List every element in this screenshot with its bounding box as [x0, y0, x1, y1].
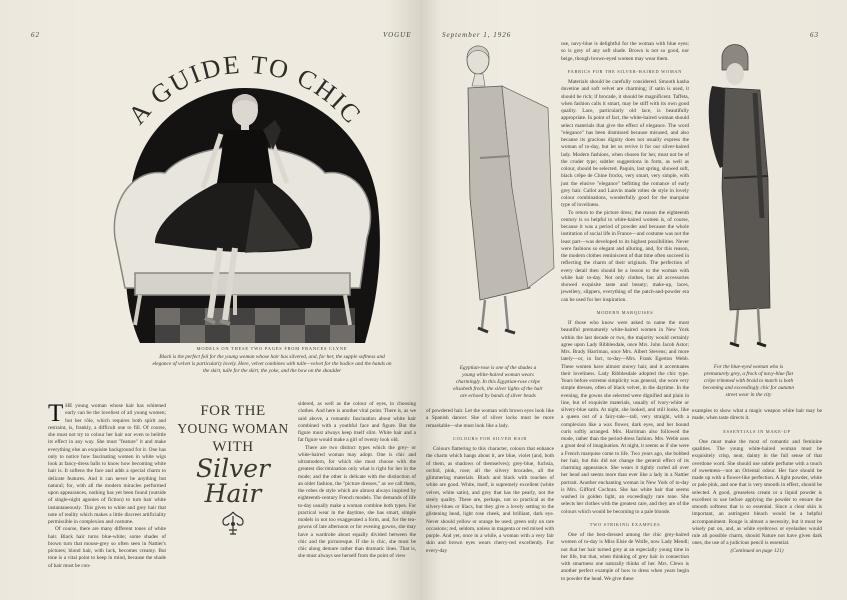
paragraph: If those who know were asked to name the most beautiful prematurely white-haired women in New York within the last decade or two, the majority would certainly agree upon Lady Ribblesdale, once Mrs. John Jacob Astor; Mrs. Brady Harriman, once Mrs. Albert Stevens; and more lately—or, in fact, to-day—Mrs. Frank Egerton Webb. These women have almost snowy hair, and it accentuates their loveliness. Lady Ribblesdale adopted the chic type. Years before extreme simplicity was general, she wore very simple dresses, often of black velvet, in the daytime. In the evening, the gowns she selected were dignified and plain in line, but of exquisite materials, usually of ivory-white or silvery-blue satin. At night, she looked, and still looks, like a queen out of a fairy-tale—tall, very straight, with a complexion like a wax flower, dark eyes, and her bound curls softly arranged. Mrs. Harriman also followed the mode, rather than the period-dress fashion. Mrs. Webb uses a great deal of imagination. At night, it seems as if she were a French marquise come to life. Two years ago, she bobbed her hair, but this did not change the general effect of its charming appearance. She wears it tightly curled all over her head and seems more than ever like a lady in a Nattier portrait. Another enchanting woman in New York of to-day is Mrs. Gifford Cochran. She has white hair that seems washed in golden light, an exceedingly rare tone. She selects her clothes with the greatest care, and they are of the colours which would be becoming to a pale blonde. [561, 320, 689, 515]
paragraph: One must make the most of romantic and feminine qualities. The young white-haired woman must be exquisitely crisp, neat, dainty in the full sense of that overdone word. She should use subtle perfume with a touch of sweetness—not an Oriental odour. Her face should be made up with a flower-like perfection. A light powder, white or pale pink, and one that is very smooth in effect, should be selected. A good, greaseless cream or a liquid powder is excellent to use before applying the powder to ensure the smooth softness that is so essential. Since a clear skin is important, an astringent bleach would be a helpful accompaniment. Rouge is almost a necessity, but it must be wisely put on, and, as white eyebrows or eyelashes would rule all possible charm, should Nature not have given dark ones, the use of a judicious pencil is essential. [692, 438, 822, 547]
checkered-floor [155, 308, 355, 343]
title-line: YOUNG WOMAN [177, 421, 289, 436]
paragraph: One of the best-dressed among the chic grey-haired women of to-day is Miss Elsie de Wolfe, now Lady Mendl; not that her hair turned grey at an especially young time in her life, but that, when thinking of grey hair in connection with smartness one naturally thinks of her. Mrs. Clews is another perfect example of how to dress when years begin to powder the head. We give these [561, 532, 689, 582]
paragraph: use, navy-blue is delightful for the woman with blue eyes; so is grey of any soft shade. Brown is not so good, nor beige, though brown-eyed women may wear them. [561, 41, 689, 62]
paragraph: To return to the picture dress; the reason the eighteenth century is so helpful to white-haired women is, of course, because it was a period of powder and because the whole institution of social life in France—and costume was not the least part—was developed to its highest possibilities. Never were fashions so elegant and alluring, and, for this reason, the modern clothes reminiscent of that time often succeed in reflecting the charm of their originals. The perfection of every detail then should be a lesson to the woman with white hair to-day. Not only clothes, but all accessories showed exquisite taste and beauty; make-up, laces, jewellery, slippers, everything of the patch-and-powder era can be used for her inspiration. [561, 209, 689, 303]
fleur-ornament-icon [219, 510, 247, 536]
paragraph: HE young woman whose hair has whitened early can be the loveliest of all young women; but her rôle, which requires both spirit and restraint, is, frankly, a difficult one to fill. Of course, she must not try to colour her hair nor even to belittle its effect in any way. She must "feature" it and make everything else an exquisite background for it. One has only to notice how fascinating women in white wigs look at fancy-dress balls to know how becoming white hair is. It softens the face and adds a special charm to delicate features. And it can never be anything but natural; for, with all the modern miracles performed upon appearances, nothing has yet been found (outside of single-night agonies of fiction) to turn hair white instantaneously. This gives to white and grey hair that note of reality which makes a little discreet artificiality permissible in complexion and costume. [48, 403, 166, 525]
left-page [0, 0, 420, 600]
main-illustration [95, 38, 395, 343]
drop-cap: T [48, 400, 64, 427]
magazine-name: VOGUE [383, 31, 412, 39]
paragraph: Of course, there are many different tones of white hair. Black hair turns blue-white; some shades of brown turn that mouse-grey so often seen in Nattier's pictures; blond hair, with luck, becomes creamy. But tone is a vital point to keep in mind, because the shade of hair must be con- [48, 526, 166, 569]
paragraph: Colours flattering to this character, colours that enhance the charm which hangs about it, are blue, violet (and, both of them, as shadows of themselves); grey-blue, fuchsia, orchid, pink, rose; all the silvery brocades, all the glimmering materials. Black and black with touches of white are good. White, itself, is supremely excellent (white velvet, white satin), and grey that has the pearly, not the steely quality. These are, perhaps, not so practical as the silvery-blues or lilacs, but they give a lovely setting to the glistening head, light rose cheek, and brilliant, dark eye. Never should yellow or orange be used; green only on rare occasions; red, seldom, unless in magenta or red mixed with purple. And yet, once in a while, a woman with a very fair skin and brown eyes wears cherry-red excellently. For every-day [426, 446, 554, 554]
paragraph: sidered, as well as the colour of eyes, in choosing clothes. And here is another vital point. There is, as we said above, a romantic fascination about white hair combined with a youthful face and figure. But the figure must always keep itself slim. White hair and a fat figure would make a girl of twenty look old. [298, 401, 416, 444]
page-number-right: 63 [810, 31, 819, 39]
paragraph: of powdered hair. Let the woman with brown eyes look like a Spanish dancer. She of silver locks must be more remarkable—she must look like a lady. [426, 408, 554, 429]
title-line: FOR THE [200, 403, 266, 419]
navy-blue-caption: For the blue-eyed woman who is prematurely grey, a frock of navy-blue flat crêpe trimmed with braid to match is both becoming and exceedingly chic for autumn street wear in the city [702, 364, 795, 398]
section-heading: TWO STRIKING EXAMPLES [589, 521, 661, 527]
issue-date: September 1, 1926 [442, 31, 512, 39]
title-line: WITH [212, 439, 254, 455]
guide-title-arc: A GUIDE TO CHIC [122, 49, 368, 130]
navy-blue-frock-illustration [700, 38, 800, 358]
title-script-silver: Silver [196, 454, 270, 483]
continued-note[interactable]: (Continued on page 121) [730, 547, 784, 554]
section-heading: COLOURS FOR SILVER HAIR [452, 435, 528, 441]
section-heading: ESSENTIALS IN MAKE-UP [723, 428, 791, 434]
paragraph: There are two distinct types which the grey- or white-haired woman may adopt. One is chic and ultramodern, for which she must choose with the greatest discrimination only what is right for her in the mode; and the other is delicate with the distinction of an older fashion, the "picture dresses," as we call them, the robes de style which are almost always inspired by eighteenth-century French models. The demands of life to-day usually make a woman combine both types. For practical wear in the daytime, she has smart, simple models in not too exaggerated a form, and, for the tea-gowns of late afternoon or for evening gowns, she may have a wardrobe about equally divided between the chic and the picturesque. If she is chic, she must be chic along demure rather than dramatic lines. That is, she must always see herself from the point of view [298, 444, 416, 560]
feature-title [170, 402, 296, 541]
section-heading: MODERN MARQUISES [596, 309, 654, 315]
caption-credit: MODELS ON THESE TWO PAGES FROM FRANCES CLYNE [196, 346, 348, 351]
paragraph: examples to show what a magic weapon white hair may be made, when taste directs it. [692, 408, 822, 422]
article-column-2 [298, 401, 416, 589]
article-column-1 [48, 400, 166, 569]
section-heading: FABRICS FOR THE SILVER-HAIRED WOMAN [567, 68, 683, 74]
egyptian-rose-caption: Egyptian-rose is one of the shades a young white-haired woman wears charmingly. In this Egyptian-rose crêpe elisabeth frock, the silver lights of the hair are echoed by bands of silver beads [453, 365, 543, 399]
illustration-caption [152, 345, 392, 375]
caption-text: Black is the perfect foil for the young woman whose hair has silvered, and, for her, the supple softness and elegance of velvet is particularly lovely. Here, velvet combines with tulle—velvet for the bodice and the bands on the skirt, tulle for the skirt, the yoke, and the bow on the shoulder [152, 354, 392, 374]
paragraph: Materials should be carefully considered. Smooth kasha duvetine and soft velvet are charming; if satin is used, it should be rich; if brocade, it should be magnificent. Taffeta, when fashion calls it smart, may be stiff with its own good quality. Lace, particularly old lace, is beautifully appropriate. In point of fact, the white-haired woman should select materials that give the effect of elegance. The word "elegance" has been dismissed because misused, and also because its gracious dignity does not usually express the woman of to-day, but let us revive it for our silver-haired lady. Modern fashions, when chosen for her, must not be of the cruder type; subtler suggestions in form, as well as colour, should be selected. Paquin, last spring, showed soft, black crêpe de Chine frocks, very smart, very simple, with just the elusive "elegance" befitting the romance of early grey hair. Callot and Lanvin made robes de style in lovely colour combinations, wonderfully good for the marquise type of loveliness. [561, 79, 689, 209]
right-page [420, 0, 847, 600]
title-script-hair: Hair [204, 479, 262, 508]
page-number-left: 62 [31, 31, 40, 39]
egyptian-rose-frock-illustration [450, 38, 558, 338]
article-column-4 [561, 41, 689, 582]
article-column-5 [692, 408, 822, 593]
article-column-3 [426, 408, 554, 554]
